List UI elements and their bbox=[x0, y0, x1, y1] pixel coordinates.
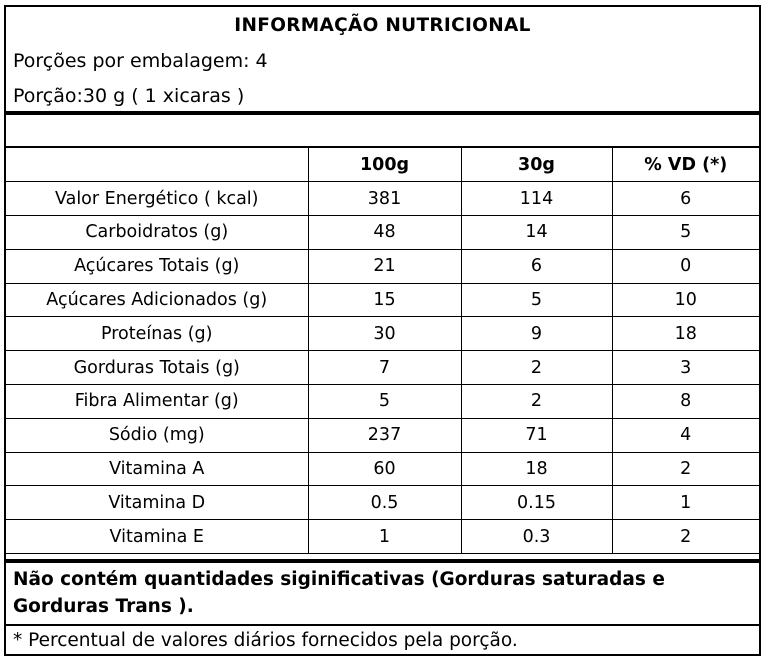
not-significant-note: Não contém quantidades siginificativas (Gorduras saturadas e Gorduras Trans ). bbox=[13, 569, 665, 617]
table-row bbox=[6, 317, 759, 351]
table-row bbox=[6, 520, 759, 554]
vd-cell: 3 bbox=[612, 351, 759, 385]
per-30g-cell: 71 bbox=[461, 418, 612, 452]
per-100g-cell: 15 bbox=[308, 283, 461, 317]
vd-cell: 2 bbox=[612, 520, 759, 554]
per-30g-cell: 114 bbox=[461, 182, 612, 216]
footnote: * Percentual de valores diários fornecidos pela porção. bbox=[13, 630, 518, 651]
vd-cell: 4 bbox=[612, 418, 759, 452]
per-100g-cell: 1 bbox=[308, 520, 461, 554]
table-row bbox=[6, 182, 759, 216]
panel-title: INFORMAÇÃO NUTRICIONAL bbox=[234, 15, 531, 36]
nutrient-name-cell: Açúcares Totais (g) bbox=[6, 249, 308, 283]
nutrient-name-cell: Carboidratos (g) bbox=[6, 216, 308, 250]
column-header-100g: 100g bbox=[308, 148, 461, 182]
per-30g-cell: 9 bbox=[461, 317, 612, 351]
vd-cell: 8 bbox=[612, 385, 759, 419]
nutrient-name-cell: Vitamina E bbox=[6, 520, 308, 554]
vd-cell: 10 bbox=[612, 283, 759, 317]
table-row bbox=[6, 452, 759, 486]
per-100g-cell: 5 bbox=[308, 385, 461, 419]
per-30g-cell: 2 bbox=[461, 385, 612, 419]
nutrient-name-cell: Gorduras Totais (g) bbox=[6, 351, 308, 385]
per-100g-cell: 237 bbox=[308, 418, 461, 452]
per-100g-cell: 60 bbox=[308, 452, 461, 486]
per-30g-cell: 0.3 bbox=[461, 520, 612, 554]
nutrient-name-cell: Vitamina D bbox=[6, 486, 308, 520]
serving-size: Porção:30 g ( 1 xicaras ) bbox=[13, 85, 245, 107]
nutrient-name-cell: Açúcares Adicionados (g) bbox=[6, 283, 308, 317]
nutrient-name-cell: Vitamina A bbox=[6, 452, 308, 486]
table-row bbox=[6, 249, 759, 283]
per-30g-cell: 6 bbox=[461, 249, 612, 283]
per-100g-cell: 48 bbox=[308, 216, 461, 250]
table-row bbox=[6, 216, 759, 250]
per-30g-cell: 18 bbox=[461, 452, 612, 486]
per-100g-cell: 381 bbox=[308, 182, 461, 216]
divider bbox=[6, 624, 759, 626]
nutrient-name-cell: Fibra Alimentar (g) bbox=[6, 385, 308, 419]
column-header-nutrient bbox=[6, 148, 308, 182]
vd-cell: 2 bbox=[612, 452, 759, 486]
table-row bbox=[6, 283, 759, 317]
table-header-row bbox=[6, 148, 759, 182]
per-30g-cell: 14 bbox=[461, 216, 612, 250]
servings-per-package: Porções por embalagem: 4 bbox=[13, 50, 268, 72]
vd-cell: 18 bbox=[612, 317, 759, 351]
vd-cell: 6 bbox=[612, 182, 759, 216]
thick-divider bbox=[6, 559, 759, 563]
column-header-vd: % VD (*) bbox=[612, 148, 759, 182]
nutrition-facts-panel bbox=[4, 5, 761, 656]
per-30g-cell: 2 bbox=[461, 351, 612, 385]
vd-cell: 1 bbox=[612, 486, 759, 520]
nutrition-table bbox=[6, 148, 759, 554]
per-100g-cell: 30 bbox=[308, 317, 461, 351]
nutrient-name-cell: Valor Energético ( kcal) bbox=[6, 182, 308, 216]
per-30g-cell: 5 bbox=[461, 283, 612, 317]
thick-divider bbox=[6, 111, 759, 115]
table-row bbox=[6, 418, 759, 452]
vd-cell: 0 bbox=[612, 249, 759, 283]
nutrient-name-cell: Proteínas (g) bbox=[6, 317, 308, 351]
table-row bbox=[6, 385, 759, 419]
per-100g-cell: 21 bbox=[308, 249, 461, 283]
table-row bbox=[6, 351, 759, 385]
table-row bbox=[6, 486, 759, 520]
per-30g-cell: 0.15 bbox=[461, 486, 612, 520]
column-header-30g: 30g bbox=[461, 148, 612, 182]
per-100g-cell: 7 bbox=[308, 351, 461, 385]
per-100g-cell: 0.5 bbox=[308, 486, 461, 520]
nutrient-name-cell: Sódio (mg) bbox=[6, 418, 308, 452]
vd-cell: 5 bbox=[612, 216, 759, 250]
